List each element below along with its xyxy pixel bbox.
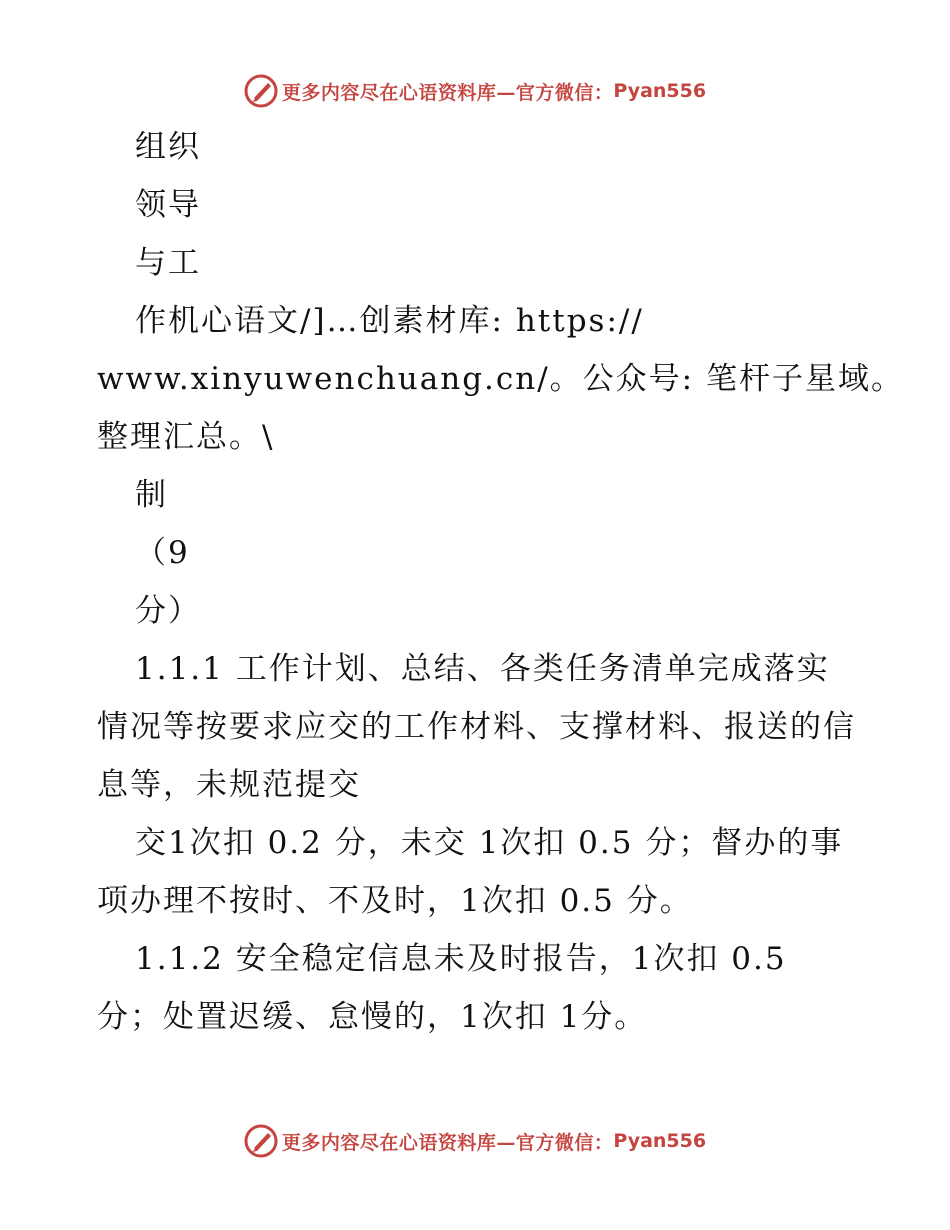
paragraph-1-1-1: 1.1.1 工作计划、总结、各类任务清单完成落实情况等按要求应交的工作材料、支撑材料、报送的信息等，未规范提交 (97, 651, 856, 803)
text-line: 作机心语文/]…创素材库: https:// (135, 303, 644, 339)
banner-wechat-id: Pyan556 (613, 80, 707, 102)
text-line: 分） (135, 593, 201, 629)
text-line: 组织 (135, 129, 201, 165)
paragraph-deduction: 交1次扣 0.2 分，未交 1次扣 0.5 分；督办的事项办理不按时、不及时，1次扣 0.5 分。 (97, 825, 844, 919)
document-body (97, 118, 904, 1046)
header-banner (0, 71, 950, 111)
text-line: 与工 (135, 245, 201, 281)
banner-text: 更多内容尽在心语资料库—官方微信： (281, 81, 614, 104)
text-line: 制 (135, 477, 168, 513)
text-line: 整理汇总。\ (97, 419, 275, 455)
text-line: （9 (135, 535, 190, 571)
banner-text: 更多内容尽在心语资料库—官方微信： (281, 1131, 614, 1154)
banner-wechat-id: Pyan556 (613, 1130, 707, 1152)
text-line: 领导 (135, 187, 201, 223)
text-line: www.xinyuwenchuang.cn/。公众号: 笔杆子星域。 (97, 361, 904, 397)
paragraph-1-1-2: 1.1.2 安全稳定信息未及时报告，1次扣 0.5 分；处置迟缓、怠慢的，1次扣 1分。 (97, 941, 787, 1035)
footer-banner (0, 1121, 950, 1161)
pen-logo-icon (244, 1124, 278, 1158)
pen-logo-icon (244, 74, 278, 108)
